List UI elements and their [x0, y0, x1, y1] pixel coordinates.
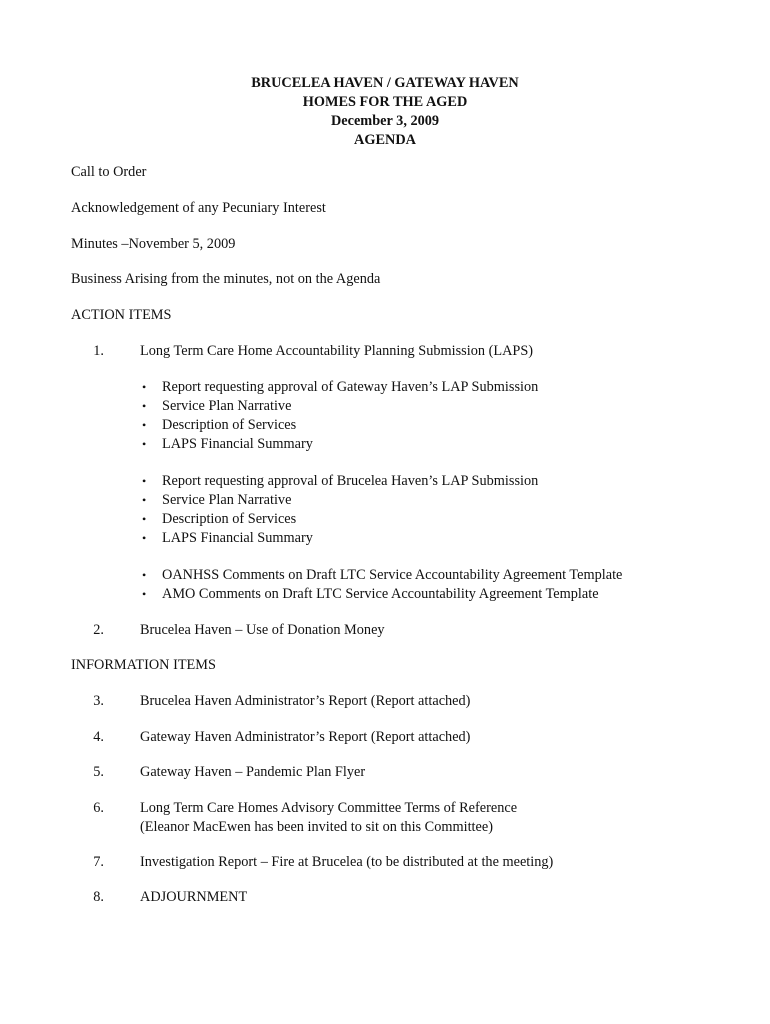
bullet-icon: • — [142, 531, 147, 545]
bullet-icon: • — [142, 380, 147, 394]
pecuniary-interest: Acknowledgement of any Pecuniary Interest — [71, 200, 326, 216]
bullet-icon: • — [142, 587, 147, 601]
information-items-heading: INFORMATION ITEMS — [71, 657, 216, 673]
bullet-item: Description of Services — [162, 417, 297, 433]
bullet-item: Description of Services — [162, 511, 297, 527]
bullet-icon: • — [142, 399, 147, 413]
item-text: Long Term Care Home Accountability Planning Submission (LAPS) — [140, 343, 534, 359]
document-header — [0, 74, 770, 150]
bullet-icon: • — [142, 474, 147, 488]
bullet-item: Service Plan Narrative — [162, 398, 292, 414]
bullet-icon: • — [142, 568, 147, 582]
item-text: Gateway Haven – Pandemic Plan Flyer — [140, 764, 366, 780]
meeting-date: December 3, 2009 — [330, 113, 440, 129]
bullet-item: LAPS Financial Summary — [162, 436, 313, 452]
item-number: 1. — [93, 343, 104, 359]
item-number: 6. — [93, 800, 104, 816]
action-items-heading: ACTION ITEMS — [71, 307, 172, 323]
document-title: AGENDA — [354, 132, 416, 148]
adjournment: ADJOURNMENT — [140, 889, 248, 905]
item-number: 4. — [93, 729, 104, 745]
call-to-order: Call to Order — [71, 164, 147, 180]
item-text: Brucelea Haven Administrator’s Report (Report attached) — [140, 693, 471, 709]
org-title: BRUCELEA HAVEN / GATEWAY HAVEN — [251, 75, 519, 91]
bullet-icon: • — [142, 437, 147, 451]
bullet-icon: • — [142, 512, 147, 526]
bullet-icon: • — [142, 418, 147, 432]
org-subtitle: HOMES FOR THE AGED — [302, 94, 468, 110]
bullet-item: LAPS Financial Summary — [162, 530, 313, 546]
bullet-item: Report requesting approval of Gateway Haven’s LAP Submission — [162, 379, 539, 395]
bullet-item: Service Plan Narrative — [162, 492, 292, 508]
item-text: Brucelea Haven – Use of Donation Money — [140, 622, 385, 638]
bullet-icon: • — [142, 493, 147, 507]
business-arising: Business Arising from the minutes, not on the Agenda — [71, 271, 381, 287]
minutes-item: Minutes –November 5, 2009 — [71, 236, 236, 252]
item-text: Long Term Care Homes Advisory Committee Terms of Reference — [140, 800, 518, 816]
bullet-item: Report requesting approval of Brucelea Haven’s LAP Submission — [162, 473, 539, 489]
item-note: (Eleanor MacEwen has been invited to sit on this Committee) — [140, 819, 493, 835]
item-text: Investigation Report – Fire at Brucelea (to be distributed at the meeting) — [140, 854, 554, 870]
item-number: 2. — [93, 622, 104, 638]
item-number: 5. — [93, 764, 104, 780]
item-number: 8. — [93, 889, 104, 905]
bullet-item: AMO Comments on Draft LTC Service Accountability Agreement Template — [162, 586, 599, 602]
bullet-item: OANHSS Comments on Draft LTC Service Accountability Agreement Template — [162, 567, 623, 583]
item-number: 7. — [93, 854, 104, 870]
item-text: Gateway Haven Administrator’s Report (Report attached) — [140, 729, 471, 745]
item-number: 3. — [93, 693, 104, 709]
